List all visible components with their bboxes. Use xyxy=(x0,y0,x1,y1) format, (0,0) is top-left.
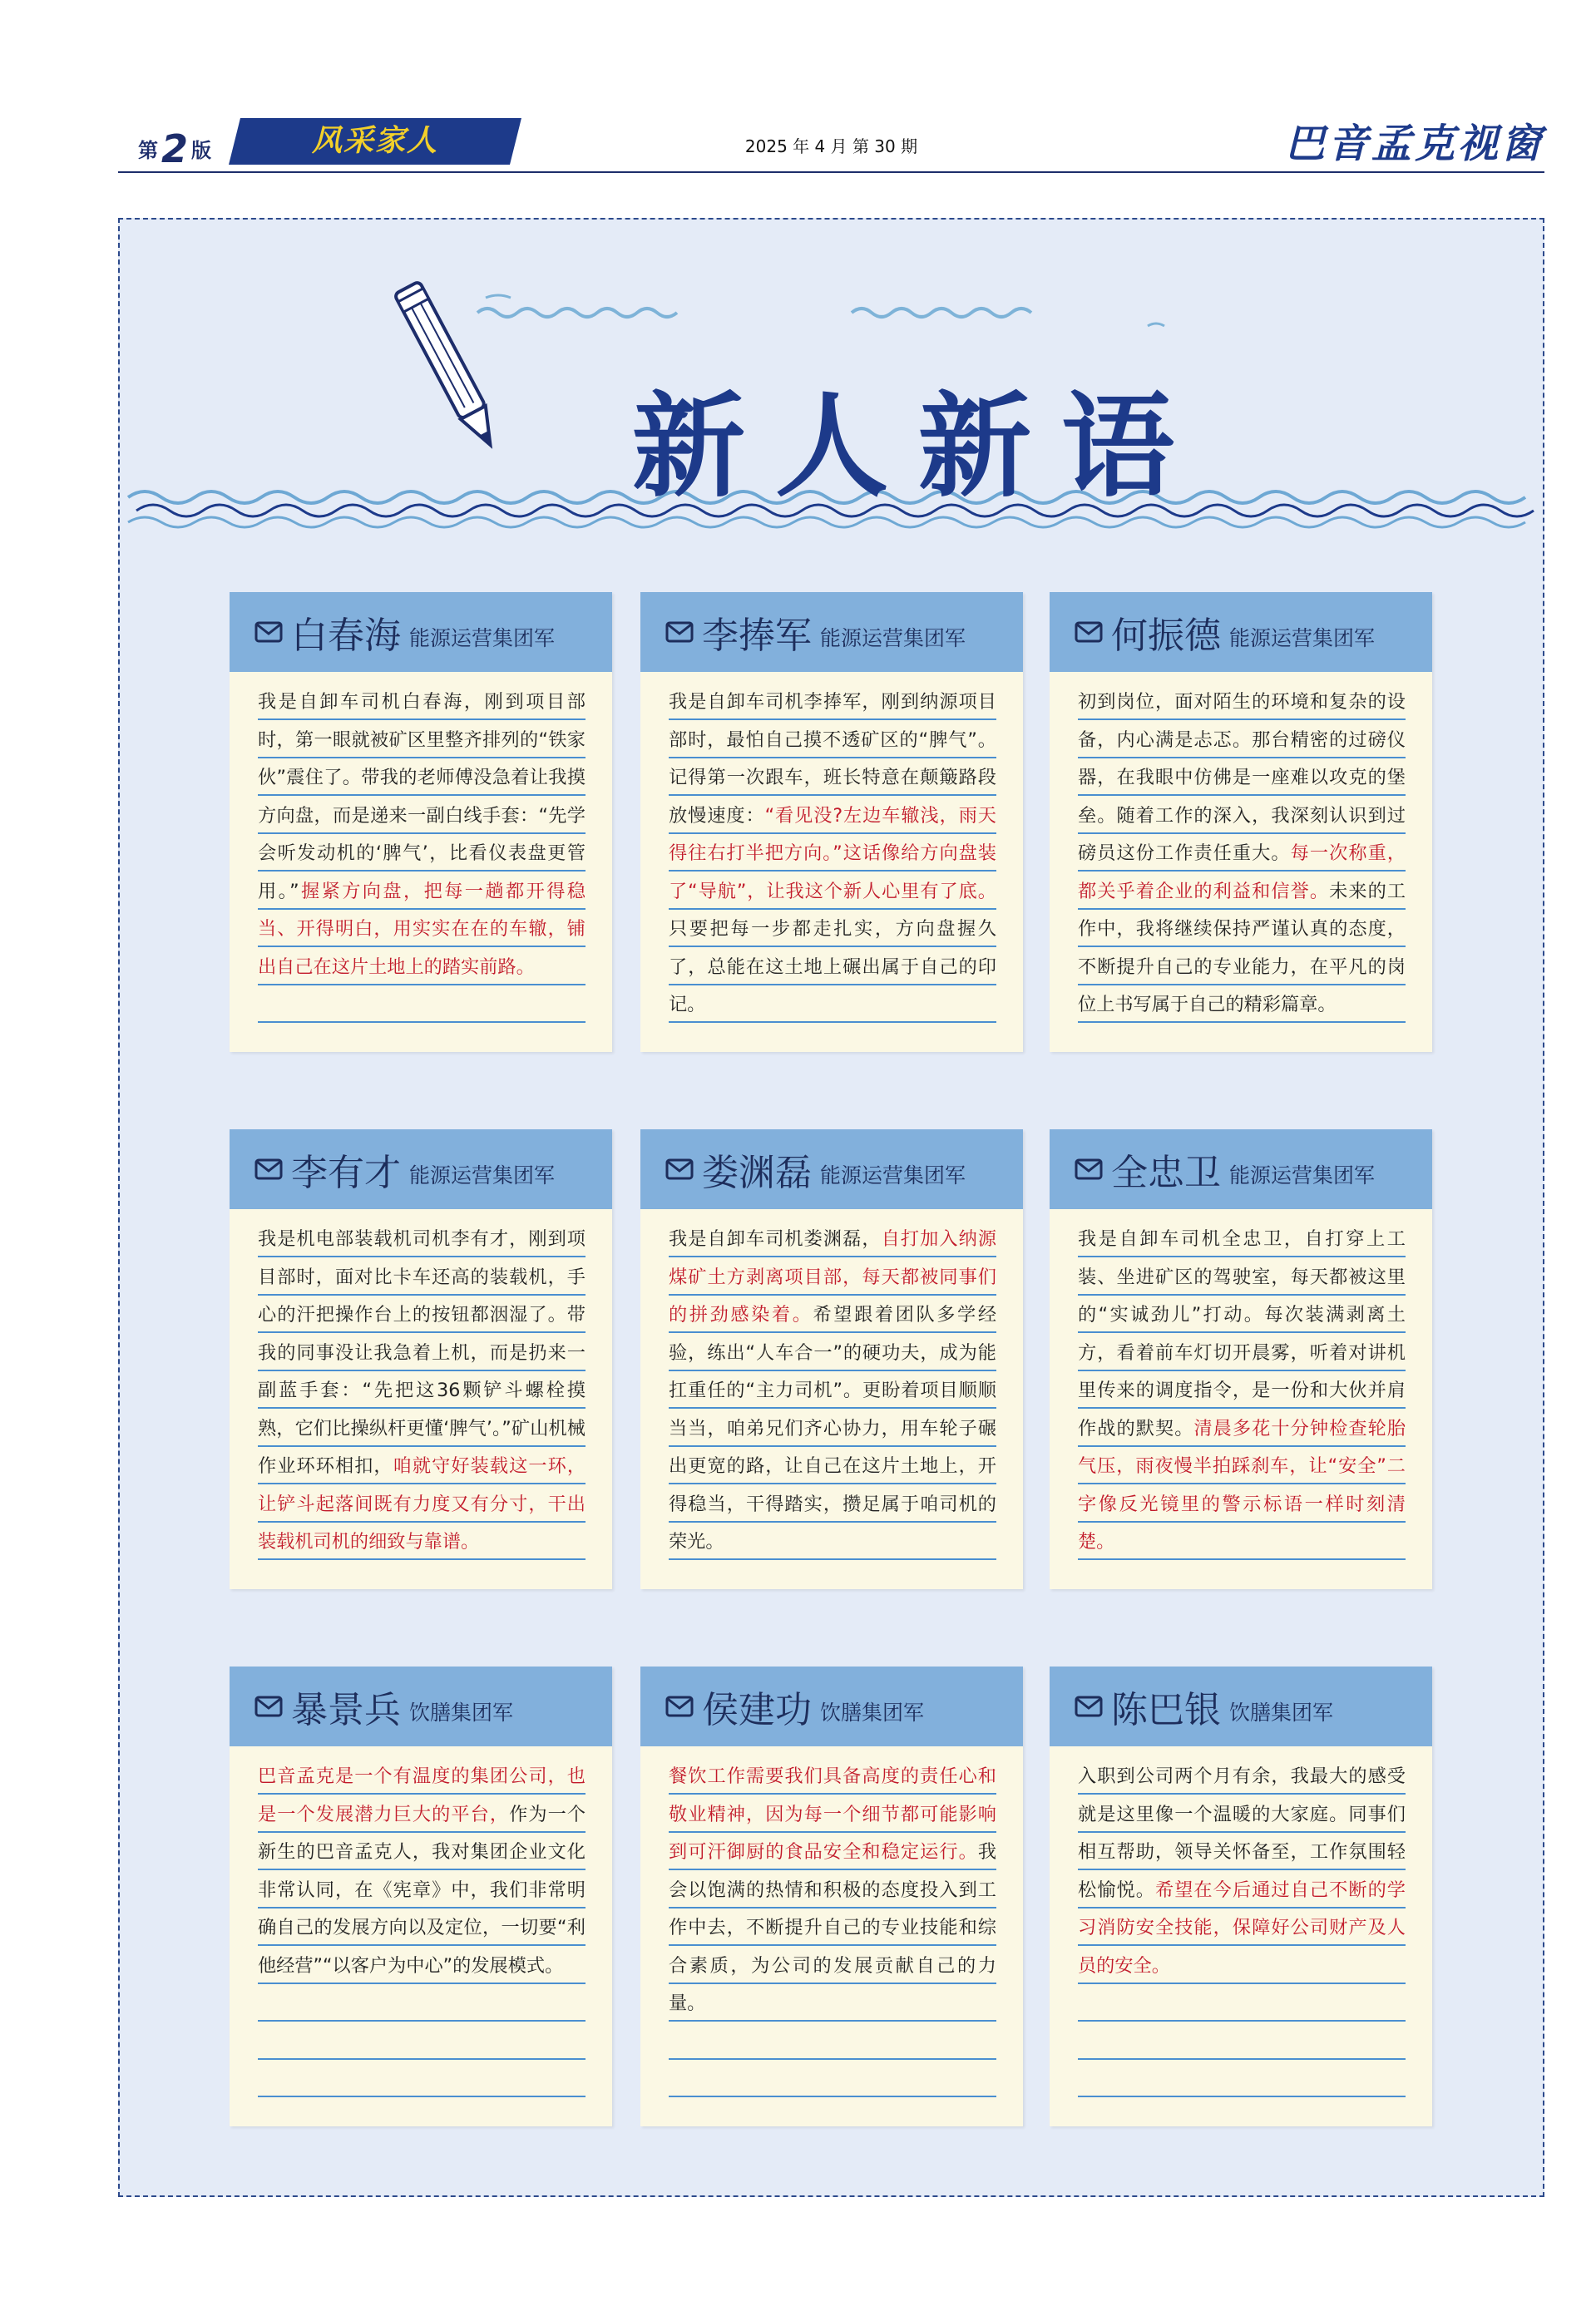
issue-date: 2025 年 4 月 第 30 期 xyxy=(744,136,918,156)
mail-icon xyxy=(1075,1696,1103,1717)
person-name: 娄渊磊 xyxy=(702,1152,812,1194)
edition-number: 2 xyxy=(161,126,189,171)
card-header xyxy=(640,1129,1023,1209)
edition-suffix: 版 xyxy=(191,139,212,162)
card-header xyxy=(1050,1667,1432,1746)
highlighted-text: 握紧方向盘，把每一趟都开得稳当、开得明白，用实实在在的车辙，铺出自己在这片土地上的踏实前路。 xyxy=(258,880,586,978)
body-text-tail: 作为一个新生的巴音孟克人，我对集团企业文化非常认同，在《宪章》中，我们非常明确自己的发展方向以及定位，一切要“利他经营”“以客户为中心”的发展模式。 xyxy=(258,1803,586,1977)
ruled-line xyxy=(258,2058,586,2060)
body-text: 我是自卸车司机李捧军，刚到纳源项目部时，最怕自己摸不透矿区的“脾气”。记得第一次跟车，班长特意在颠簸路段放慢速度： xyxy=(669,691,996,827)
pencil-icon xyxy=(394,281,502,452)
card-text xyxy=(258,684,586,986)
highlighted-text: 自打加入纳源煤矿土方剥离项目部，每天都被同事们的拼劲感染着。 xyxy=(669,1228,997,1326)
card-body xyxy=(258,684,586,1033)
organization-name: 能源运营集团军 xyxy=(1229,626,1376,650)
organization-name: 能源运营集团军 xyxy=(820,1163,966,1188)
card-header xyxy=(640,1667,1023,1746)
body-text: 入职到公司两个月有余，我最大的感受就是这里像一个温暖的大家庭。同事们相互帮助，领导关怀备至，工作氛围轻松愉悦。 xyxy=(1078,1765,1406,1901)
card-header xyxy=(1050,1129,1432,1209)
person-name: 暴景兵 xyxy=(291,1689,401,1731)
organization-name: 饮膳集团军 xyxy=(409,1701,514,1725)
ruled-line xyxy=(669,2096,996,2097)
card-body xyxy=(1078,1758,1406,2107)
card-text xyxy=(669,1221,996,1562)
card-header xyxy=(230,1667,612,1746)
mail-icon xyxy=(1075,1158,1103,1180)
card-text xyxy=(258,1221,586,1562)
person-name: 全忠卫 xyxy=(1111,1152,1221,1194)
profile-card xyxy=(640,1667,1023,2126)
mail-icon xyxy=(665,621,694,643)
ruled-line xyxy=(258,1021,586,1023)
person-name: 侯建功 xyxy=(702,1689,812,1731)
ruled-line xyxy=(258,2096,586,2097)
profile-card xyxy=(230,1129,612,1589)
organization-name: 能源运营集团军 xyxy=(820,626,966,650)
card-body xyxy=(1078,684,1406,1033)
profile-card xyxy=(230,592,612,1052)
ruled-line xyxy=(1078,2096,1406,2097)
body-text-tail: 希望跟着团队多学经验，练出“人车合一”的硬功夫，成为能扛重任的“主力司机”。更盼着项目顺顺当当，咱弟兄们齐心协力，用车轮子碾出更宽的路，让自己在这片土地上，开得稳当，干得踏实，攒足属于咱司机的荣光。 xyxy=(669,1304,997,1553)
body-text-tail: 未来的工作中，我将继续保持严谨认真的态度，不断提升自己的专业能力，在平凡的岗位上书写属于自己的精彩篇章。 xyxy=(1078,880,1406,1015)
person-name: 白春海 xyxy=(291,615,401,657)
ruled-line xyxy=(1078,2020,1406,2022)
profile-card xyxy=(1050,1667,1432,2126)
mail-icon xyxy=(1075,621,1103,643)
card-body xyxy=(669,1221,996,1570)
profile-card xyxy=(230,1667,612,2126)
card-text xyxy=(669,684,996,1025)
card-text xyxy=(1078,1221,1406,1562)
column-name: 风采家人 xyxy=(311,124,438,158)
highlighted-text: 清晨多花十分钟检查轮胎气压，雨夜慢半拍踩刹车，让“安全”二字像反光镜里的警示标语一样时刻清楚。 xyxy=(1078,1417,1406,1553)
card-header xyxy=(230,592,612,672)
edition-prefix: 第 xyxy=(138,139,158,162)
organization-name: 能源运营集团军 xyxy=(409,1163,556,1188)
ruled-line xyxy=(258,2020,586,2022)
card-body xyxy=(258,1758,586,2107)
page-header xyxy=(118,116,1544,171)
body-text: 初到岗位，面对陌生的环境和复杂的设备，内心满是忐忑。那台精密的过磅仪器，在我眼中仿佛是一座难以攻克的堡垒。随着工作的深入，我深刻认识到过磅员这份工作责任重大。 xyxy=(1078,691,1406,864)
profile-card xyxy=(640,1129,1023,1589)
card-body xyxy=(1078,1221,1406,1570)
person-name: 陈巴银 xyxy=(1111,1689,1221,1731)
highlighted-text: 希望在今后通过自己不断的学习消防安全技能，保障好公司财产及人员的安全。 xyxy=(1078,1879,1406,1977)
highlighted-text: “看见没?左边车辙浅，雨天得往右打半把方向。”这话像给方向盘装了“导航”，让我这个新人心里有了底。 xyxy=(669,804,996,902)
section-title: 新人新语 xyxy=(632,382,1204,513)
body-text: 我是自卸车司机全忠卫，自打穿上工装、坐进矿区的驾驶室，每天都被这里的“实诚劲儿”打动。每次装满剥离土方，看着前车灯切开晨雾，听着对讲机里传来的调度指令，是一份和大伙并肩作战的默契。 xyxy=(1078,1228,1406,1439)
highlighted-text: 咱就守好装载这一环，让铲斗起落间既有力度又有分寸，干出装载机司机的细致与靠谱。 xyxy=(258,1455,586,1553)
highlighted-text: 餐饮工作需要我们具备高度的责任心和敬业精神，因为每一个细节都可能影响到可汗御厨的食品安全和稳定运行。 xyxy=(669,1765,996,1863)
person-name: 李有才 xyxy=(291,1152,401,1194)
card-body xyxy=(669,1758,996,2107)
person-name: 何振德 xyxy=(1111,615,1221,657)
organization-name: 饮膳集团军 xyxy=(820,1701,925,1725)
body-text: 我是自卸车司机白春海，刚到项目部时，第一眼就被矿区里整齐排列的“铁家伙”震住了。带我的老师傅没急着让我摸方向盘，而是递来一副白线手套：“先学会听发动机的‘脾气’，比看仪表盘更管用。” xyxy=(258,691,586,902)
header-rule xyxy=(118,171,1544,173)
card-header xyxy=(640,592,1023,672)
body-text: 我是自卸车司机娄渊磊， xyxy=(669,1228,882,1250)
card-body xyxy=(258,1221,586,1570)
body-text-tail: 只要把每一步都走扎实，方向盘握久了，总能在这土地上碾出属于自己的印记。 xyxy=(669,918,996,1015)
organization-name: 能源运营集团军 xyxy=(409,626,556,650)
brand-logo: 巴音孟克视窗 xyxy=(1284,121,1544,167)
profile-card xyxy=(1050,592,1432,1052)
mail-icon xyxy=(665,1696,694,1717)
body-text: 我是机电部装载机司机李有才，刚到项目部时，面对比卡车还高的装载机，手心的汗把操作台上的按钮都洇湿了。带我的同事没让我急着上机，而是扔来一副蓝手套：“先把这36颗铲斗螺栓摸熟，它们比操纵杆更懂‘脾气’。”矿山机械作业环环相扣， xyxy=(258,1228,586,1477)
card-text xyxy=(258,1758,586,1985)
ruled-line xyxy=(1078,2058,1406,2060)
card-body xyxy=(669,684,996,1033)
highlighted-text: 巴音孟克是一个有温度的集团公司，也是一个发展潜力巨大的平台， xyxy=(258,1765,586,1825)
mail-icon xyxy=(665,1158,694,1180)
highlighted-text: 每一次称重，都关乎着企业的利益和信誉。 xyxy=(1078,842,1406,902)
mail-icon xyxy=(254,621,283,643)
card-header xyxy=(1050,592,1432,672)
mail-icon xyxy=(254,1696,283,1717)
body-text-tail: 我会以饱满的热情和积极的态度投入到工作中去，不断提升自己的专业技能和综合素质，为公司的发展贡献自己的力量。 xyxy=(669,1841,996,2014)
profile-card xyxy=(640,592,1023,1052)
card-text xyxy=(1078,684,1406,1025)
profile-card xyxy=(1050,1129,1432,1589)
card-text xyxy=(1078,1758,1406,1985)
ruled-line xyxy=(669,2058,996,2060)
organization-name: 能源运营集团军 xyxy=(1229,1163,1376,1188)
mail-icon xyxy=(254,1158,283,1180)
card-header xyxy=(230,1129,612,1209)
organization-name: 饮膳集团军 xyxy=(1229,1701,1334,1725)
person-name: 李捧军 xyxy=(702,615,812,657)
card-text xyxy=(669,1758,996,2023)
